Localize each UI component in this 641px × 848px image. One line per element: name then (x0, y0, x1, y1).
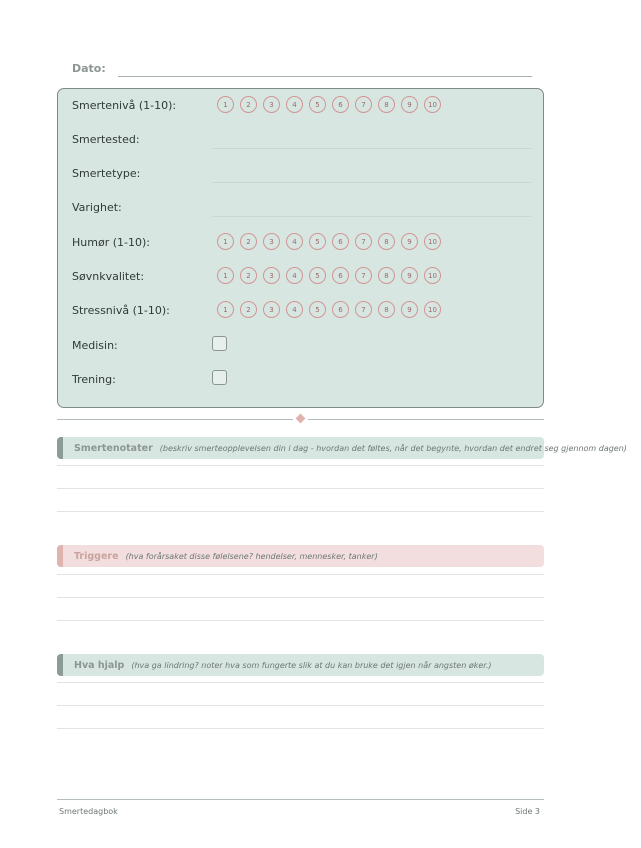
triggers-line[interactable] (57, 620, 544, 621)
sleep-quality-row (72, 267, 531, 289)
helped-line[interactable] (57, 728, 544, 729)
pain-level-option-8[interactable]: 8 (378, 96, 395, 113)
pain-type-field[interactable] (212, 182, 531, 183)
pain-level-option-7[interactable]: 7 (355, 96, 372, 113)
mood-option-3[interactable]: 3 (263, 233, 280, 250)
mood-option-5[interactable]: 5 (309, 233, 326, 250)
mood-option-10[interactable]: 10 (424, 233, 441, 250)
pain-location-label: Smertested: (72, 133, 140, 146)
mood-option-4[interactable]: 4 (286, 233, 303, 250)
pain-location-row (72, 130, 531, 152)
mood-option-8[interactable]: 8 (378, 233, 395, 250)
mood-scale (217, 233, 447, 250)
sleep-quality-option-2[interactable]: 2 (240, 267, 257, 284)
sleep-quality-option-8[interactable]: 8 (378, 267, 395, 284)
pain-level-option-4[interactable]: 4 (286, 96, 303, 113)
stress-level-scale (217, 301, 447, 318)
sleep-quality-option-3[interactable]: 3 (263, 267, 280, 284)
divider-line-left (57, 419, 293, 420)
exercise-checkbox[interactable] (212, 370, 227, 385)
exercise-row (72, 370, 531, 392)
mood-option-1[interactable]: 1 (217, 233, 234, 250)
pain-level-scale (217, 96, 447, 113)
pain-level-option-2[interactable]: 2 (240, 96, 257, 113)
sleep-quality-option-4[interactable]: 4 (286, 267, 303, 284)
sleep-quality-option-9[interactable]: 9 (401, 267, 418, 284)
helped-line[interactable] (57, 682, 544, 683)
notes-header (57, 437, 627, 459)
date-row (72, 62, 532, 80)
mood-option-7[interactable]: 7 (355, 233, 372, 250)
helped-hint: (hva ga lindring? noter hva som fungerte slik at du kan bruke det igjen når angsten øker.) (131, 660, 492, 670)
duration-row (72, 198, 531, 220)
pain-level-label: Smertenivå (1-10): (72, 99, 177, 112)
helped-header (57, 654, 544, 676)
helped-header-bar (57, 654, 63, 676)
mood-option-6[interactable]: 6 (332, 233, 349, 250)
mood-label: Humør (1-10): (72, 236, 150, 249)
pain-level-option-1[interactable]: 1 (217, 96, 234, 113)
mood-option-9[interactable]: 9 (401, 233, 418, 250)
sleep-quality-option-1[interactable]: 1 (217, 267, 234, 284)
stress-level-option-7[interactable]: 7 (355, 301, 372, 318)
mood-row (72, 233, 531, 255)
pain-location-field[interactable] (212, 148, 531, 149)
diamond-ornament-icon (296, 414, 306, 424)
stress-level-option-8[interactable]: 8 (378, 301, 395, 318)
triggers-header-bar (57, 545, 63, 567)
mood-option-2[interactable]: 2 (240, 233, 257, 250)
stress-level-option-5[interactable]: 5 (309, 301, 326, 318)
pain-level-option-9[interactable]: 9 (401, 96, 418, 113)
sleep-quality-option-7[interactable]: 7 (355, 267, 372, 284)
stress-level-option-3[interactable]: 3 (263, 301, 280, 318)
sleep-quality-option-6[interactable]: 6 (332, 267, 349, 284)
notes-hint: (beskriv smerteopplevelsen din i dag - hvordan det føltes, når det begynte, hvordan det endret seg gjennom dagen) (159, 443, 627, 453)
pain-level-row (72, 96, 531, 118)
stress-level-label: Stressnivå (1-10): (72, 304, 170, 317)
sleep-quality-option-10[interactable]: 10 (424, 267, 441, 284)
exercise-label: Trening: (72, 373, 116, 386)
medication-row (72, 336, 531, 358)
notes-title: Smertenotater (74, 442, 153, 454)
triggers-line[interactable] (57, 574, 544, 575)
notes-header-bar (57, 437, 63, 459)
pain-level-option-3[interactable]: 3 (263, 96, 280, 113)
stress-level-option-2[interactable]: 2 (240, 301, 257, 318)
pain-type-label: Smertetype: (72, 167, 141, 180)
sleep-quality-label: Søvnkvalitet: (72, 270, 145, 283)
date-label: Dato: (72, 62, 106, 75)
footer-rule (57, 799, 544, 800)
stress-level-row (72, 301, 531, 323)
tracking-form (57, 88, 544, 408)
footer-title: Smertedagbok (59, 807, 118, 816)
pain-level-option-6[interactable]: 6 (332, 96, 349, 113)
sleep-quality-option-5[interactable]: 5 (309, 267, 326, 284)
helped-title: Hva hjalp (74, 659, 125, 671)
pain-type-row (72, 164, 531, 186)
stress-level-option-1[interactable]: 1 (217, 301, 234, 318)
page-number: Side 3 (515, 807, 540, 816)
stress-level-option-6[interactable]: 6 (332, 301, 349, 318)
notes-line[interactable] (57, 488, 544, 489)
triggers-title: Triggere (74, 550, 119, 562)
stress-level-option-9[interactable]: 9 (401, 301, 418, 318)
duration-field[interactable] (212, 216, 531, 217)
stress-level-option-4[interactable]: 4 (286, 301, 303, 318)
pain-level-option-10[interactable]: 10 (424, 96, 441, 113)
pain-level-option-5[interactable]: 5 (309, 96, 326, 113)
triggers-line[interactable] (57, 597, 544, 598)
sleep-quality-scale (217, 267, 447, 284)
date-field[interactable] (118, 76, 532, 77)
medication-checkbox[interactable] (212, 336, 227, 351)
notes-line[interactable] (57, 511, 544, 512)
triggers-hint: (hva forårsaket disse følelsene? hendelser, mennesker, tanker) (125, 551, 378, 561)
duration-label: Varighet: (72, 201, 122, 214)
divider-line-right (308, 419, 544, 420)
notes-line[interactable] (57, 465, 544, 466)
medication-label: Medisin: (72, 339, 118, 352)
stress-level-option-10[interactable]: 10 (424, 301, 441, 318)
triggers-header (57, 545, 544, 567)
divider (57, 419, 544, 421)
helped-line[interactable] (57, 705, 544, 706)
